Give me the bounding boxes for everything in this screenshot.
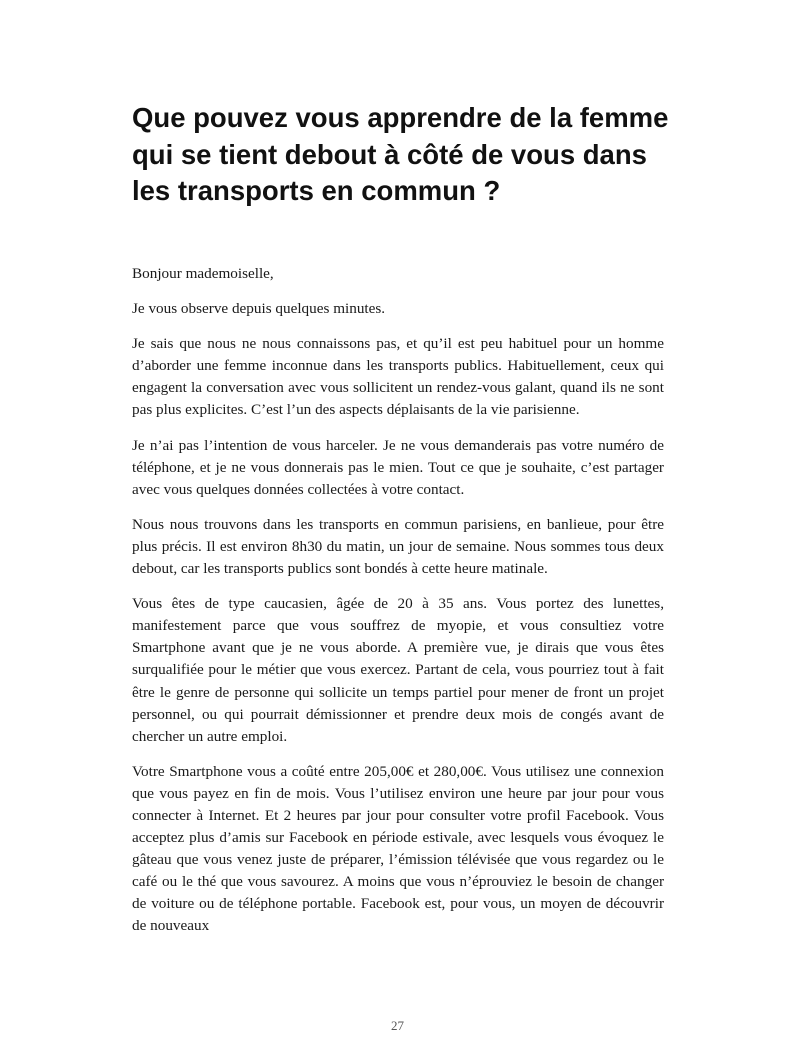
paragraph-smartphone: Votre Smartphone vous a coûté entre 205,00€ et 280,00€. Vous utilisez une connexion que vous payez en fin de mois. Vous l’utilisez environ une heure par jour pour vous connecter à Internet. Et 2 heures par jour pour consulter votre profil Facebook. Vous acceptez plus d’amis sur Facebook en période estivale, avec lesquels vous évoquez le gâteau que vous venez juste de préparer, l’émission télévisée que vous regardez ou le café ou le thé que vous savourez. A moins que vous n’éprouviez le besoin de changer de voiture ou de téléphone portable. Facebook est, pour vous, un moyen de découvrir de nouveaux: [132, 762, 664, 935]
page-title: Que pouvez vous apprendre de la femme qui se tient debout à côté de vous dans les transports en commun ?: [132, 102, 669, 206]
paragraph-introduction: Je sais que nous ne nous connaissons pas, et qu’il est peu habituel pour un homme d’aborder une femme inconnue dans les transports publics. Habituellement, ceux qui engagent la conversation avec vous sollicitent un rendez-vous galant, quand ils ne sont pas plus explicites. C’est l’un des aspects déplaisants de la vie parisienne.: [132, 335, 664, 419]
paragraph-location: Nous nous trouvons dans les transports en commun parisiens, en banlieue, pour être plus précis. Il est environ 8h30 du matin, un jour de semaine. Nous sommes tous deux debout, car les transports publics sont bondés à cette heure matinale.: [132, 515, 664, 578]
paragraph-greeting: Bonjour mademoiselle,: [132, 265, 274, 282]
paragraph-profile: Vous êtes de type caucasien, âgée de 20 à 35 ans. Vous portez des lunettes, manifestement parce que vous souffrez de myopie, et vous consultiez votre Smartphone avant que je ne vous aborde. A première vue, je dirais que vous êtes surqualifiée pour le métier que vous exercez. Partant de cela, vous pourriez tout à fait être le genre de personne qui sollicite un temps partiel pour mener de front un projet personnel, ou qui pourrait démissionner et prendre deux mois de congés avant de chercher un autre emploi.: [132, 595, 664, 745]
paragraph-intention: Je n’ai pas l’intention de vous harceler. Je ne vous demanderais pas votre numéro de téléphone, et je ne vous donnerais pas le mien. Tout ce que je souhaite, c’est partager avec vous quelques données collectées à votre contact.: [132, 436, 664, 498]
paragraph-observe: Je vous observe depuis quelques minutes.: [132, 300, 386, 318]
body-text: [132, 263, 664, 951]
page-number: 27: [391, 1018, 404, 1033]
